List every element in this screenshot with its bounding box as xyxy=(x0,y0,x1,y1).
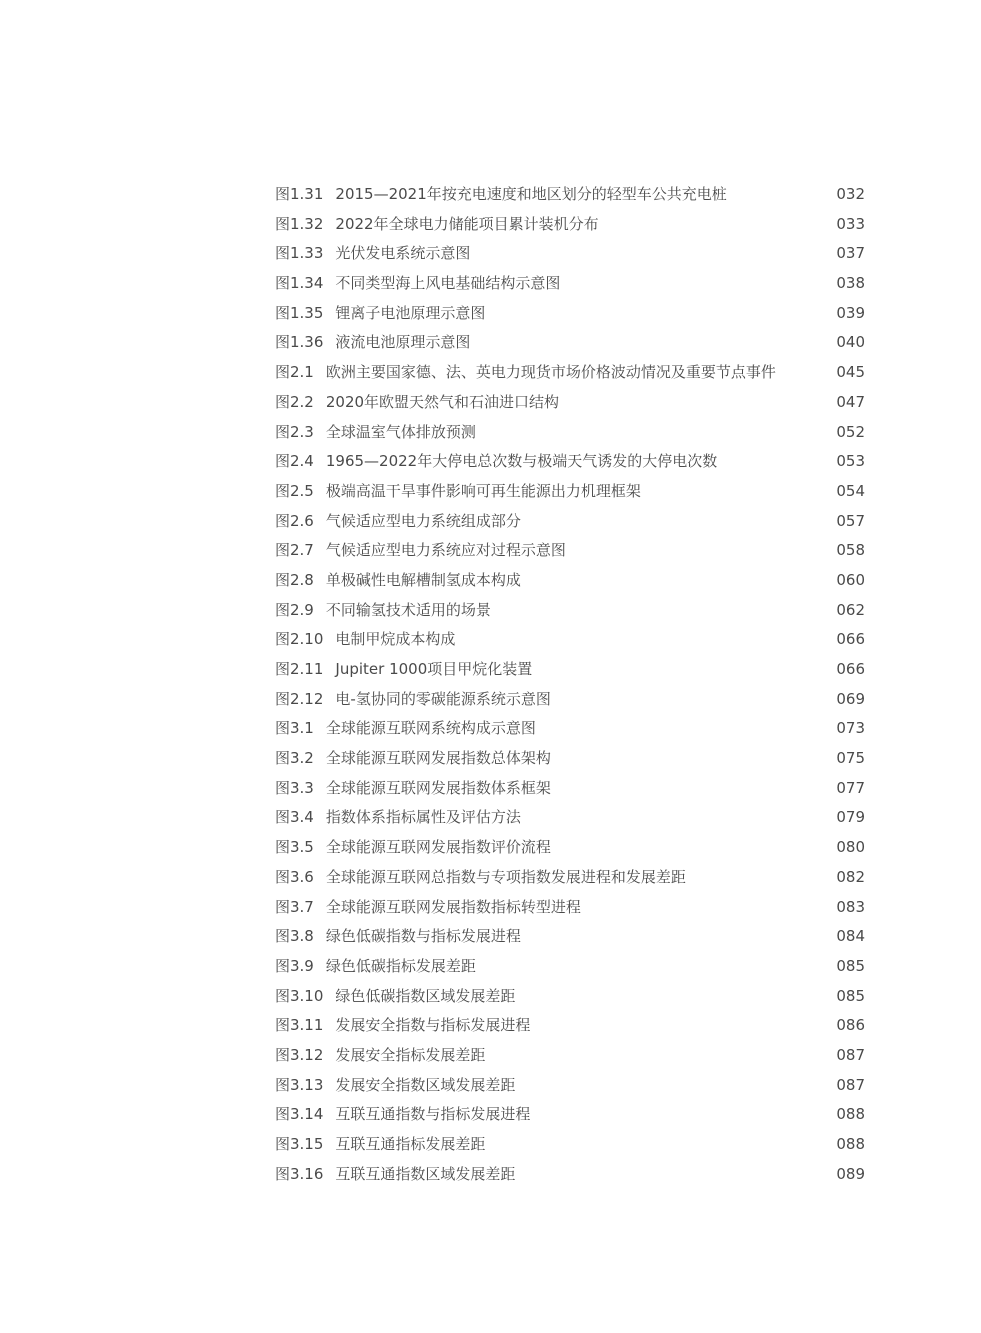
figure-number: 图2.5 xyxy=(275,481,314,500)
figure-number: 图3.11 xyxy=(275,1016,324,1035)
figure-title: 互联互通指标发展差距 xyxy=(335,1135,486,1153)
toc-entry-label xyxy=(275,1130,485,1160)
toc-entry-label xyxy=(275,744,551,774)
figure-title: 锂离子电池原理示意图 xyxy=(335,303,486,322)
figure-title: 指数体系指标属性及评估方法 xyxy=(325,808,521,827)
toc-entry[interactable] xyxy=(275,477,870,507)
figure-title: 气候适应型电力系统应对过程示意图 xyxy=(325,541,566,560)
toc-entry[interactable] xyxy=(275,893,870,923)
page-number: 054 xyxy=(836,481,865,500)
toc-entry-label xyxy=(275,952,476,982)
toc-entry[interactable] xyxy=(275,299,870,329)
toc-entry-label xyxy=(275,893,581,923)
page-number: 052 xyxy=(836,422,865,441)
figure-number: 图1.32 xyxy=(275,214,324,233)
figure-number: 图1.34 xyxy=(275,274,324,293)
toc-entry-label xyxy=(275,358,776,388)
figure-title: 发展安全指标发展差距 xyxy=(335,1045,486,1064)
figure-number: 图3.10 xyxy=(275,986,324,1005)
page-number: 037 xyxy=(836,244,865,263)
toc-entry[interactable] xyxy=(275,536,870,566)
page-number: 082 xyxy=(836,867,865,886)
figure-number: 图3.2 xyxy=(275,749,314,768)
figure-number: 图3.6 xyxy=(275,867,314,886)
page-number: 053 xyxy=(836,452,865,471)
toc-entry[interactable] xyxy=(275,388,870,418)
figure-title: 极端高温干旱事件影响可再生能源出力机理框架 xyxy=(325,481,641,500)
toc-entry-label xyxy=(275,239,470,269)
figure-number: 图2.3 xyxy=(275,422,314,441)
page-number: 045 xyxy=(836,363,865,382)
figure-number: 图3.8 xyxy=(275,927,314,946)
figure-number: 图3.1 xyxy=(275,719,314,738)
figure-number: 图2.11 xyxy=(275,660,324,678)
figure-number: 图1.31 xyxy=(275,185,324,203)
figure-number: 图1.33 xyxy=(275,244,324,263)
toc-entry-label xyxy=(275,922,521,952)
figure-title: 全球能源互联网发展指数总体架构 xyxy=(325,749,551,768)
page-number: 087 xyxy=(836,1045,865,1064)
toc-entry[interactable] xyxy=(275,982,870,1012)
toc-entry[interactable] xyxy=(275,328,870,358)
toc-entry-label xyxy=(275,774,551,804)
toc-entry[interactable] xyxy=(275,180,870,210)
figure-title: 发展安全指数区域发展差距 xyxy=(335,1075,516,1094)
figure-number: 图3.3 xyxy=(275,778,314,797)
page-number: 069 xyxy=(836,689,865,708)
figure-number: 图3.14 xyxy=(275,1105,324,1124)
page-number: 066 xyxy=(836,630,865,649)
figure-title: 全球能源互联网发展指数指标转型进程 xyxy=(325,897,581,916)
page-number: 057 xyxy=(836,511,865,530)
page-number: 085 xyxy=(836,986,865,1005)
page-number: 038 xyxy=(836,274,865,293)
toc-entry[interactable] xyxy=(275,1160,870,1190)
toc-entry[interactable] xyxy=(275,714,870,744)
toc-entry-label xyxy=(275,625,455,655)
figure-title: 电制甲烷成本构成 xyxy=(335,630,456,649)
toc-entry[interactable] xyxy=(275,922,870,952)
toc-entry-label xyxy=(275,1071,515,1101)
toc-entry-label xyxy=(275,982,515,1012)
figure-number: 图2.10 xyxy=(275,630,324,649)
page-number: 075 xyxy=(836,749,865,768)
toc-entry[interactable] xyxy=(275,210,870,240)
figure-title: 绿色低碳指数与指标发展进程 xyxy=(325,927,521,946)
page-number: 077 xyxy=(836,778,865,797)
figure-number: 图2.12 xyxy=(275,689,324,708)
toc-entry[interactable] xyxy=(275,625,870,655)
toc-entry-label xyxy=(275,418,476,448)
toc-entry-label xyxy=(275,1160,515,1190)
page-number: 039 xyxy=(836,303,865,322)
toc-entry-label xyxy=(275,833,551,863)
figure-number: 图3.4 xyxy=(275,808,314,827)
toc-entry[interactable] xyxy=(275,833,870,863)
figure-number: 图3.5 xyxy=(275,838,314,857)
page-number: 084 xyxy=(836,927,865,946)
toc-entry-label xyxy=(275,1100,530,1130)
toc-entry[interactable] xyxy=(275,566,870,596)
figure-title: 全球能源互联网总指数与专项指数发展进程和发展差距 xyxy=(325,867,686,886)
figure-title: 2015—2021年按充电速度和地区划分的轻型车公共充电桩 xyxy=(335,185,727,203)
toc-entry[interactable] xyxy=(275,744,870,774)
figure-title: 欧洲主要国家德、法、英电力现货市场价格波动情况及重要节点事件 xyxy=(325,363,776,382)
page-number: 080 xyxy=(836,838,865,857)
toc-entry[interactable] xyxy=(275,447,870,477)
figure-number: 图1.35 xyxy=(275,303,324,322)
figure-number: 图3.12 xyxy=(275,1045,324,1064)
toc-entry-label xyxy=(275,507,521,537)
page-number: 073 xyxy=(836,719,865,738)
toc-entry-label xyxy=(275,269,560,299)
page-number: 033 xyxy=(836,214,865,233)
figure-title: 1965—2022年大停电总次数与极端天气诱发的大停电次数 xyxy=(325,452,718,471)
figure-title: 不同输氢技术适用的场景 xyxy=(325,600,491,619)
toc-entry-label xyxy=(275,180,727,210)
figure-number: 图2.8 xyxy=(275,570,314,589)
page-number: 058 xyxy=(836,541,865,560)
page-number: 066 xyxy=(836,660,865,678)
toc-entry[interactable] xyxy=(275,1100,870,1130)
page-number: 083 xyxy=(836,897,865,916)
toc-entry[interactable] xyxy=(275,1130,870,1160)
toc-entry[interactable] xyxy=(275,685,870,715)
figure-title: 单极碱性电解槽制氢成本构成 xyxy=(325,570,521,589)
figure-title: Jupiter 1000项目甲烷化装置 xyxy=(335,660,533,678)
toc-entry-label xyxy=(275,210,599,240)
page-number: 040 xyxy=(836,333,865,352)
page-number: 087 xyxy=(836,1075,865,1094)
toc-entry[interactable] xyxy=(275,596,870,626)
page-number: 047 xyxy=(836,392,865,411)
figure-title: 绿色低碳指标发展差距 xyxy=(325,956,476,975)
figure-title: 全球能源互联网系统构成示意图 xyxy=(325,719,536,738)
toc-entry[interactable] xyxy=(275,952,870,982)
toc-entry[interactable] xyxy=(275,1011,870,1041)
figure-number: 图3.7 xyxy=(275,897,314,916)
figure-number: 图3.13 xyxy=(275,1075,324,1094)
figure-title: 电-氢协同的零碳能源系统示意图 xyxy=(335,689,551,708)
toc-entry-label xyxy=(275,536,566,566)
figure-number: 图3.15 xyxy=(275,1135,324,1153)
toc-entry-label xyxy=(275,447,717,477)
toc-entry[interactable] xyxy=(275,418,870,448)
page-number: 086 xyxy=(836,1016,865,1035)
toc-entry-label xyxy=(275,685,551,715)
toc-entry-label xyxy=(275,299,485,329)
figure-list xyxy=(275,180,870,1189)
figure-title: 气候适应型电力系统组成部分 xyxy=(325,511,521,530)
toc-entry-label xyxy=(275,596,491,626)
toc-entry-label xyxy=(275,863,686,893)
figure-title: 全球温室气体排放预测 xyxy=(325,422,476,441)
figure-title: 2022年全球电力储能项目累计装机分布 xyxy=(335,214,599,233)
toc-entry-label xyxy=(275,566,521,596)
page-number: 088 xyxy=(836,1105,865,1124)
toc-entry[interactable] xyxy=(275,655,870,685)
figure-number: 图2.4 xyxy=(275,452,314,471)
page-number: 085 xyxy=(836,956,865,975)
toc-entry[interactable] xyxy=(275,239,870,269)
toc-entry[interactable] xyxy=(275,863,870,893)
page-number: 088 xyxy=(836,1135,865,1153)
figure-title: 互联互通指数区域发展差距 xyxy=(335,1164,516,1183)
toc-entry-label xyxy=(275,803,521,833)
figure-title: 光伏发电系统示意图 xyxy=(335,244,471,263)
figure-number: 图2.9 xyxy=(275,600,314,619)
toc-entry[interactable] xyxy=(275,803,870,833)
toc-entry[interactable] xyxy=(275,507,870,537)
toc-entry-label xyxy=(275,1041,485,1071)
page-number: 089 xyxy=(836,1164,865,1183)
figure-title: 2020年欧盟天然气和石油进口结构 xyxy=(325,392,560,411)
figure-number: 图3.9 xyxy=(275,956,314,975)
page-number: 032 xyxy=(836,185,865,203)
toc-entry[interactable] xyxy=(275,1071,870,1101)
toc-entry-label xyxy=(275,1011,530,1041)
figure-title: 绿色低碳指数区域发展差距 xyxy=(335,986,516,1005)
figure-number: 图2.7 xyxy=(275,541,314,560)
page-number: 062 xyxy=(836,600,865,619)
toc-entry[interactable] xyxy=(275,358,870,388)
figure-title: 发展安全指数与指标发展进程 xyxy=(335,1016,531,1035)
figure-number: 图1.36 xyxy=(275,333,324,352)
toc-entry-label xyxy=(275,328,470,358)
toc-entry[interactable] xyxy=(275,1041,870,1071)
figure-number: 图2.6 xyxy=(275,511,314,530)
toc-entry[interactable] xyxy=(275,774,870,804)
toc-entry[interactable] xyxy=(275,269,870,299)
page-number: 079 xyxy=(836,808,865,827)
toc-entry-label xyxy=(275,388,559,418)
toc-entry-label xyxy=(275,477,641,507)
figure-number: 图3.16 xyxy=(275,1164,324,1183)
figure-title: 不同类型海上风电基础结构示意图 xyxy=(335,274,561,293)
figure-title: 全球能源互联网发展指数体系框架 xyxy=(325,778,551,797)
page-number: 060 xyxy=(836,570,865,589)
figure-title: 液流电池原理示意图 xyxy=(335,333,471,352)
figure-title: 全球能源互联网发展指数评价流程 xyxy=(325,838,551,857)
toc-entry-label xyxy=(275,714,536,744)
figure-title: 互联互通指数与指标发展进程 xyxy=(335,1105,531,1124)
figure-number: 图2.2 xyxy=(275,392,314,411)
figure-number: 图2.1 xyxy=(275,363,314,382)
toc-entry-label xyxy=(275,655,532,685)
